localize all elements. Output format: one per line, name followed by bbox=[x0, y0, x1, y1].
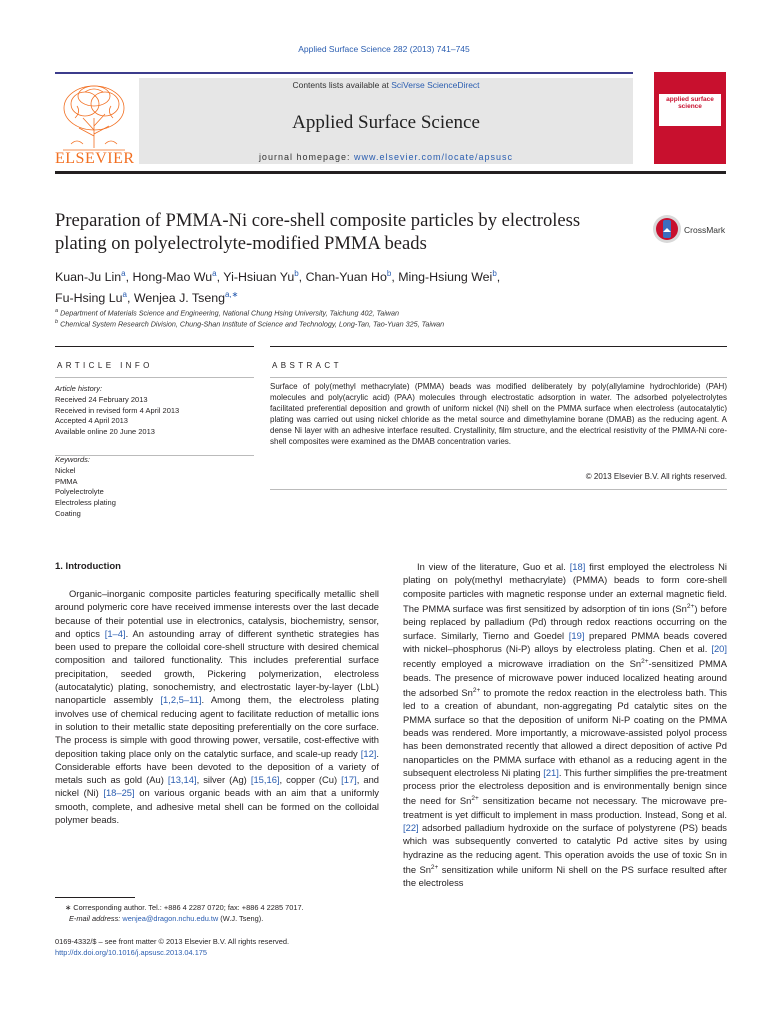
author-separator: , bbox=[391, 270, 399, 285]
author-affil-mark[interactable]: b bbox=[294, 269, 299, 278]
title-line-1: Preparation of PMMA-Ni core-shell composite particles by electroless bbox=[55, 210, 581, 231]
citation-link[interactable]: [12] bbox=[360, 747, 377, 759]
author-separator: , bbox=[126, 291, 134, 306]
corresponding-author-footnote bbox=[55, 903, 379, 924]
keyword: PMMA bbox=[55, 476, 78, 486]
footnote-rule bbox=[55, 897, 135, 898]
article-info-rule bbox=[55, 377, 254, 378]
author-affil-mark[interactable]: a,∗ bbox=[225, 290, 239, 300]
journal-homepage: journal homepage: www.elsevier.com/locate/apsusc bbox=[258, 152, 514, 162]
citation-link[interactable]: [18] bbox=[569, 561, 586, 572]
article-title bbox=[55, 209, 645, 255]
author-affil-mark[interactable]: a bbox=[121, 269, 126, 278]
history-item: Received in revised form 4 April 2013 bbox=[55, 405, 180, 415]
citation-link[interactable]: [18–25] bbox=[103, 787, 135, 799]
author-name[interactable]: Kuan-Ju Lin bbox=[55, 270, 122, 285]
citation-link[interactable]: [17] bbox=[341, 774, 357, 786]
journal-citation-link[interactable]: Applied Surface Science 282 (2013) 741–745 bbox=[298, 44, 470, 54]
author-affil-mark[interactable]: a bbox=[212, 269, 217, 278]
author-separator: , bbox=[496, 270, 501, 285]
cover-title: applied surface science bbox=[666, 96, 714, 110]
contents-availability: Contents lists available at SciVerse ScienceDirect bbox=[292, 80, 480, 90]
doi-link[interactable]: http://dx.doi.org/10.1016/j.apsusc.2013.04.175 bbox=[55, 947, 208, 957]
author-email-link[interactable]: wenjea@dragon.nchu.edu.tw bbox=[122, 913, 219, 923]
keyword: Nickel bbox=[55, 465, 76, 475]
masthead-bottom-rule bbox=[55, 171, 726, 174]
crossmark-badge[interactable] bbox=[652, 214, 728, 244]
affiliation-b bbox=[55, 319, 725, 328]
abstract-rule bbox=[270, 377, 727, 378]
affiliation-text: Department of Materials Science and Engineering, National Chung Hsing University, Taichung 402, Taiwan bbox=[60, 308, 399, 318]
article-info-top-rule bbox=[55, 346, 254, 347]
author-separator: , bbox=[125, 270, 133, 285]
intro-paragraph-left: Organic–inorganic composite particles featuring specifically metallic shell around polymeric core have received immense interests over the last decade because of their potential use in electronics, catalysis, biochemistry, sensor, and optics [1–4]. An astounding array of different synthetic strategies has been used to prepare the colloidal core-shell structure with desired chemical composition and tailored functionality. This includes preferential surface precipitation, seeded growth, Pickering polymerization, electroless (autocatalytic) plating, sonochemistry, and electrostatic layer-by-layer (LbL) nanoparticle assembly [1,2,5–11]. Among them, the electroless plating involves use of chemical reducing agent to facilitate reduction of metallic ions in solution to their metallic state depositing preferentially on the core surface. The process is simple with good throwing power, versatile, cost-effective with deposition taking place only on the catalytic surface, and scale-up ready [12]. Considerable efforts have been devoted to the deposition of a variety of metals such as gold (Au) [13,14], silver (Ag) [15,16], copper (Cu) [17], and nickel (Ni) [18–25] on various organic beads with an aim that a uniformly smooth, complete, and adhesive metal shell can be formed on the colloidal polymer beads. bbox=[55, 588, 380, 826]
title-line-2: plating on polyelectrolyte-modified PMMA beads bbox=[55, 233, 427, 254]
author-line-1 bbox=[55, 265, 655, 286]
citation-link[interactable]: [1–4] bbox=[104, 627, 126, 639]
article-info-heading: ARTICLE INFO bbox=[57, 361, 153, 370]
footnote-contact: Corresponding author. Tel.: +886 4 2287 0720; fax: +886 4 2285 7017. bbox=[71, 903, 304, 912]
author-name[interactable]: Yi-Hsiuan Yu bbox=[223, 270, 295, 285]
journal-homepage-link[interactable]: www.elsevier.com/locate/apsusc bbox=[354, 152, 514, 162]
masthead-banner bbox=[139, 78, 633, 164]
masthead-top-rule bbox=[55, 72, 633, 74]
elsevier-wordmark: ELSEVIER bbox=[55, 150, 135, 167]
journal-title: Applied Surface Science bbox=[292, 112, 480, 133]
author-line-2 bbox=[55, 286, 655, 307]
affiliation-text: Chemical System Research Division, Chung-Shan Institute of Science and Technology, Long-Tan, Tao-Yuan 325, Taiwan bbox=[60, 319, 445, 329]
abstract-top-rule bbox=[270, 346, 727, 347]
citation-link[interactable]: [1,2,5–11] bbox=[160, 694, 202, 706]
author-affil-mark[interactable]: b bbox=[386, 269, 392, 278]
sciencedirect-link[interactable]: SciVerse ScienceDirect bbox=[391, 80, 480, 90]
abstract-heading: ABSTRACT bbox=[272, 361, 342, 370]
cover-label-area bbox=[659, 94, 721, 126]
history-item: Received 24 February 2013 bbox=[55, 394, 148, 404]
keyword: Electroless plating bbox=[55, 498, 116, 508]
crossmark-icon bbox=[652, 214, 682, 244]
email-label: E-mail address: bbox=[69, 913, 123, 923]
abstract-copyright: © 2013 Elsevier B.V. All rights reserved. bbox=[585, 472, 727, 481]
article-history bbox=[55, 384, 254, 438]
author-name[interactable]: Fu-Hsing Lu bbox=[55, 291, 123, 306]
history-label: Article history: bbox=[55, 384, 103, 393]
citation-link[interactable]: [13,14] bbox=[167, 774, 197, 786]
abstract-bottom-rule bbox=[270, 489, 727, 490]
intro-paragraph-right: In view of the literature, Guo et al. [18] first employed the electroless Ni plating on poly(methyl methacrylate) (PMMA) beads to form core-shell composite particles with magnetic response under an external magnetic field. The PMMA surface was first sensitized by adsorption of tin ions $(Sn^{2+})$ before being replaced by palladium (Pd) through redox reactions occurring on the surface. Similarly, Tierno and Goedel [19] prepared PMMA beads covered with nickel–phosphorus (Ni-P) alloys by electroless plating. Chen et al. [20] recently employed a microwave irradiation on the $Sn^{2+}$-sensitized PMMA beads. The presence of microwave power induced localized heating around the adsorbed $Sn^{2+}$ to promote the redox reaction in the electroless bath. This led to a creation of abundant, non-aggregating Pd catalytic sites on the PMMA surface so that the deposition of uniform Ni-P coating on the PMMA beads was rendered. More importantly, a microwave-assisted polyol process has been demonstrated recently that allowed a direct deposition of active Pd nanoparticles on the PMMA surface with ethanol as a reducing agent in the subsequent electroless Ni plating [21]. This further simplifies the pre-treatment process prior the electroless deposition and is environmentally benign since the need for $Sn^{2+}$ sensitization became not necessary. The microwave pre-treatment is yet difficult to implement in mass production. Instead, Song et al. [22] adsorbed palladium hydroxide on the surface of polystyrene (PS) beads which was subsequently converted to catalytic Pd active sites by using hydrazine as the reducing agent. This operation avoids the use of toxic Sn in the $Sn^{2+}$ sensitization while uniform Ni shell on the PS surface resulted after the electroless bbox=[403, 561, 728, 889]
history-item: Available online 20 June 2013 bbox=[55, 427, 155, 437]
affiliation-mark: a bbox=[55, 308, 59, 314]
author-name[interactable]: Hong-Mao Wu bbox=[132, 270, 213, 285]
issn-line: 0169-4332/$ – see front matter © 2013 Elsevier B.V. All rights reserved. bbox=[55, 937, 289, 946]
crossmark-label: CrossMark bbox=[684, 225, 726, 235]
keyword: Coating bbox=[55, 508, 81, 518]
journal-masthead bbox=[55, 72, 726, 167]
abstract-body: Surface of poly(methyl methacrylate) (PMMA) beads was modified deliberately by poly(allylamine hydrochloride) (PAH) molecules and poly(acrylic acid) (PAA) molecules through electrostatic adsorption in water. The adsorbed polyelectrolytes facilitated preferential deposition and growth of uniform nickel (Ni) shell on the PMMA surface when electroless (autocatalytic) plating was carried out using nickel chloride as the metal source and dimethylamine borane (DMAB) as the reducing agent. A dense Ni layer with an adhesive interface resulted. Crystallinity, film structure, and the electrical resistivity of the PMMA-Ni core-shell composites were examined as the DMAB concentration varies. bbox=[270, 382, 727, 447]
author-separator: , bbox=[298, 270, 306, 285]
citation-link[interactable]: [20] bbox=[711, 642, 727, 654]
citation-link[interactable]: [21] bbox=[543, 766, 559, 778]
author-list bbox=[55, 265, 655, 307]
history-item: Accepted 4 April 2013 bbox=[55, 416, 128, 426]
author-name[interactable]: Chan-Yuan Ho bbox=[305, 270, 387, 285]
keywords-label: Keywords: bbox=[55, 455, 91, 464]
author-name[interactable]: Wenjea J. Tseng bbox=[133, 291, 225, 306]
email-suffix: (W.J. Tseng). bbox=[218, 913, 264, 923]
keyword: Polyelectrolyte bbox=[55, 487, 104, 497]
author-name[interactable]: Ming-Hsiung Wei bbox=[398, 270, 493, 285]
author-affil-mark[interactable]: b bbox=[492, 269, 497, 278]
keywords bbox=[55, 455, 254, 520]
section-heading-introduction: 1. Introduction bbox=[55, 561, 121, 572]
citation-link[interactable]: [15,16] bbox=[250, 774, 280, 786]
citation-link[interactable]: [22] bbox=[403, 822, 419, 834]
citation-link[interactable]: [19] bbox=[568, 629, 585, 641]
author-affil-mark[interactable]: a bbox=[122, 290, 127, 300]
front-matter bbox=[55, 937, 379, 958]
journal-cover-thumbnail[interactable] bbox=[654, 72, 726, 164]
author-separator: , bbox=[216, 270, 224, 285]
footnote-mark: ∗ bbox=[65, 903, 72, 912]
affiliation-a bbox=[55, 308, 725, 317]
affiliation-mark: b bbox=[55, 319, 59, 325]
